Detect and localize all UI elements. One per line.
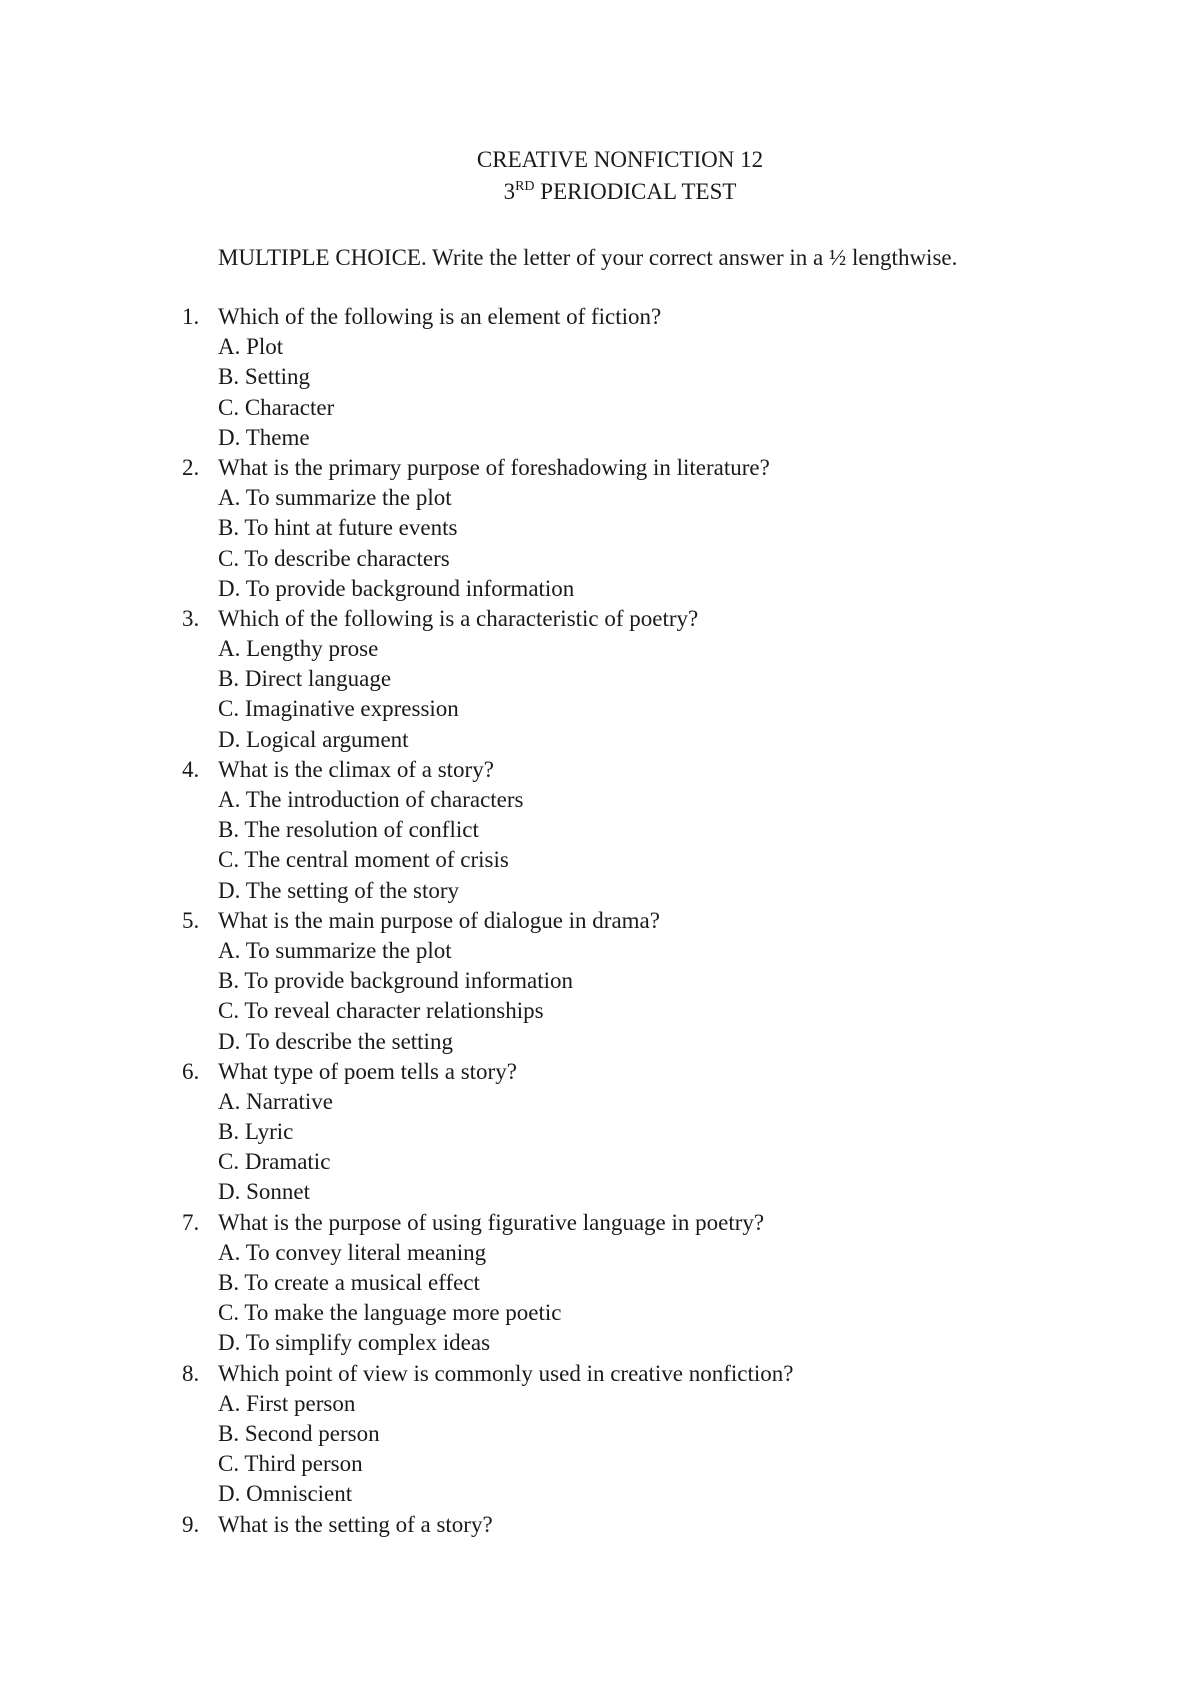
answer-option: B. The resolution of conflict xyxy=(218,817,479,843)
question-number: 8. xyxy=(182,1360,200,1386)
answer-option: A. Lengthy prose xyxy=(218,636,379,662)
question-item xyxy=(182,906,1142,1057)
question-text: What type of poem tells a story? xyxy=(218,1058,517,1084)
question-item xyxy=(182,1359,1142,1510)
question-item xyxy=(182,1208,1142,1359)
question-list xyxy=(182,302,1142,1540)
answer-option: B. Lyric xyxy=(218,1119,294,1145)
answer-option: B. Second person xyxy=(218,1420,380,1446)
answer-option: C. Character xyxy=(218,394,335,420)
answer-option: B. To provide background information xyxy=(218,968,574,994)
question-row xyxy=(182,1510,1142,1540)
question-text: What is the primary purpose of foreshadowing in literature? xyxy=(218,454,770,480)
document-title: CREATIVE NONFICTION 12 xyxy=(476,147,764,172)
answer-option: A. Narrative xyxy=(218,1088,333,1114)
question-item xyxy=(182,604,1142,755)
question-number: 7. xyxy=(182,1209,200,1235)
document-header xyxy=(0,144,1200,208)
answer-option: A. The introduction of characters xyxy=(218,787,524,812)
answer-option: A. Plot xyxy=(218,334,284,360)
answer-option: C. Dramatic xyxy=(218,1149,331,1175)
question-item xyxy=(182,1057,1142,1208)
question-text: What is the climax of a story? xyxy=(218,756,494,782)
question-row xyxy=(182,1359,1142,1389)
answer-option: C. To reveal character relationships xyxy=(218,998,544,1024)
question-item xyxy=(182,453,1142,604)
question-text: Which of the following is an element of fiction? xyxy=(218,304,662,329)
answer-option: D. Omniscient xyxy=(218,1481,353,1507)
instructions: MULTIPLE CHOICE. Write the letter of your correct answer in a ½ lengthwise. xyxy=(218,245,958,270)
test-number: 3 xyxy=(503,179,516,204)
answer-option: B. To create a musical effect xyxy=(218,1270,480,1295)
answer-option: A. To convey literal meaning xyxy=(218,1239,487,1265)
question-item xyxy=(182,755,1142,906)
question-item xyxy=(182,1510,1142,1540)
test-number-suffix: RD xyxy=(515,179,535,194)
question-item xyxy=(182,302,1142,453)
question-number: 4. xyxy=(182,756,200,782)
answer-option: D. The setting of the story xyxy=(218,877,460,903)
answer-option: B. To hint at future events xyxy=(218,515,458,541)
question-number: 3. xyxy=(182,605,200,631)
answer-option: D. To describe the setting xyxy=(218,1028,453,1054)
question-number: 1. xyxy=(182,304,200,329)
answer-option: C. Imaginative expression xyxy=(218,696,459,722)
answer-option: A. To summarize the plot xyxy=(218,485,452,511)
question-text: What is the setting of a story? xyxy=(218,1511,493,1537)
answer-option: B. Setting xyxy=(218,364,311,390)
answer-option: B. Direct language xyxy=(218,666,392,692)
question-text: What is the purpose of using figurative language in poetry? xyxy=(218,1209,765,1235)
question-number: 5. xyxy=(182,907,200,933)
answer-option: C. To make the language more poetic xyxy=(218,1300,562,1326)
answer-option: D. To provide background information xyxy=(218,575,575,601)
answer-option: A. To summarize the plot xyxy=(218,937,452,963)
answer-option: D. Sonnet xyxy=(218,1179,310,1205)
answer-option: D. To simplify complex ideas xyxy=(218,1330,491,1356)
question-text: Which point of view is commonly used in creative nonfiction? xyxy=(218,1360,794,1386)
question-row xyxy=(182,906,1142,936)
test-label: PERIODICAL TEST xyxy=(534,179,737,204)
answer-option: D. Logical argument xyxy=(218,726,409,752)
question-row xyxy=(182,1208,1142,1238)
answer-option: C. The central moment of crisis xyxy=(218,847,509,873)
answer-option: C. To describe characters xyxy=(218,545,450,571)
answer-option: A. First person xyxy=(218,1390,356,1416)
question-row xyxy=(182,1057,1142,1087)
question-number: 6. xyxy=(182,1058,200,1084)
question-number: 2. xyxy=(182,454,200,480)
test-subtitle xyxy=(0,176,1200,208)
answer-option: C. Third person xyxy=(218,1451,363,1477)
question-row xyxy=(182,604,1142,634)
answer-option: D. Theme xyxy=(218,424,310,450)
question-number: 9. xyxy=(182,1511,200,1537)
question-text: What is the main purpose of dialogue in drama? xyxy=(218,907,660,933)
question-text: Which of the following is a characteristic of poetry? xyxy=(218,605,699,631)
question-row xyxy=(182,453,1142,483)
question-row xyxy=(182,302,1142,332)
question-row xyxy=(182,755,1142,785)
